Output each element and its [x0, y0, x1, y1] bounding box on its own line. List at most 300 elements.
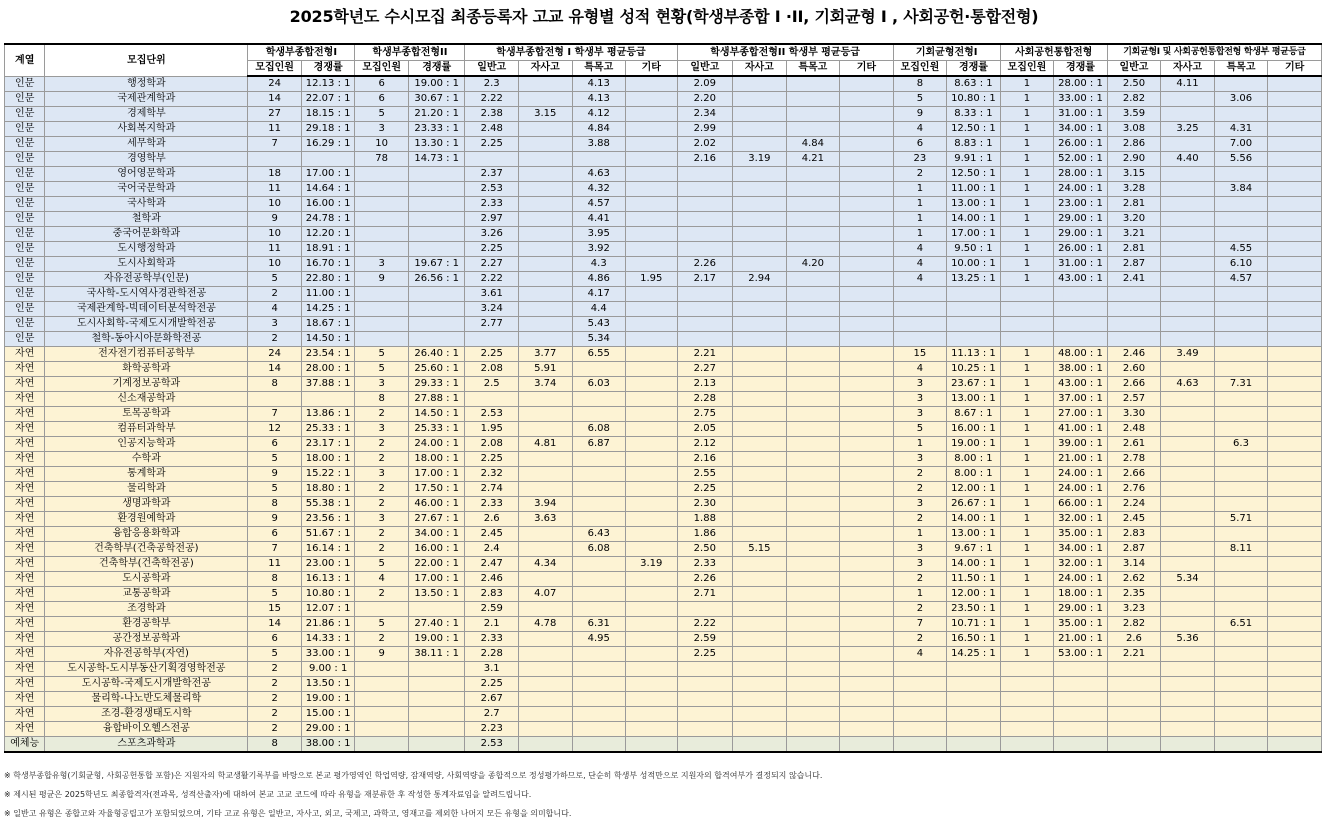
table-cell: 24: [248, 76, 302, 92]
table-row: [5, 242, 1322, 257]
table-cell: 6.08: [572, 422, 626, 437]
table-cell: 2.82: [1107, 92, 1161, 107]
table-cell: [1000, 317, 1054, 332]
table-cell: [1161, 287, 1215, 302]
cell-group: 자연: [5, 707, 45, 722]
cell-group: 자연: [5, 512, 45, 527]
table-cell: [1268, 437, 1322, 452]
table-cell: 2.33: [465, 197, 519, 212]
table-cell: 2: [248, 677, 302, 692]
table-cell: [626, 107, 678, 122]
table-cell: [947, 287, 1001, 302]
table-cell: 2.22: [465, 92, 519, 107]
table-cell: [947, 662, 1001, 677]
table-cell: [947, 317, 1001, 332]
table-cell: 5.34: [572, 332, 626, 347]
table-cell: 3.06: [1214, 92, 1268, 107]
cell-unit: 철학-동아시아문화학전공: [45, 332, 248, 347]
table-cell: 14.50 : 1: [301, 332, 355, 347]
table-cell: [1161, 707, 1215, 722]
table-cell: 15.22 : 1: [301, 467, 355, 482]
table-cell: [1161, 242, 1215, 257]
table-cell: [840, 272, 894, 287]
table-cell: 27.00 : 1: [1054, 407, 1108, 422]
table-cell: 6.03: [572, 377, 626, 392]
table-cell: 5: [893, 92, 947, 107]
table-cell: 1: [1000, 617, 1054, 632]
table-cell: 32.00 : 1: [1054, 557, 1108, 572]
table-cell: 2.45: [1107, 512, 1161, 527]
table-cell: 23.17 : 1: [301, 437, 355, 452]
table-cell: [248, 392, 302, 407]
table-cell: 1: [1000, 362, 1054, 377]
table-row: [5, 122, 1322, 137]
table-cell: [518, 542, 572, 557]
table-cell: [733, 602, 787, 617]
table-cell: 3: [893, 377, 947, 392]
table-cell: 55.38 : 1: [301, 497, 355, 512]
table-cell: [840, 707, 894, 722]
table-cell: 1: [1000, 137, 1054, 152]
table-cell: [572, 512, 626, 527]
table-cell: [1161, 257, 1215, 272]
table-cell: 31.00 : 1: [1054, 107, 1108, 122]
table-cell: 29.00 : 1: [1054, 602, 1108, 617]
table-cell: [840, 527, 894, 542]
table-cell: [465, 152, 519, 167]
cell-unit: 신소재공학과: [45, 392, 248, 407]
table-cell: [1268, 137, 1322, 152]
table-cell: [518, 182, 572, 197]
table-cell: [1268, 92, 1322, 107]
table-cell: 4.40: [1161, 152, 1215, 167]
table-cell: 5.34: [1161, 572, 1215, 587]
cell-unit: 교통공학과: [45, 587, 248, 602]
table-cell: 1: [1000, 182, 1054, 197]
table-cell: 2: [248, 692, 302, 707]
table-cell: [677, 317, 733, 332]
table-cell: 24: [248, 347, 302, 362]
table-cell: [1107, 287, 1161, 302]
table-row: [5, 332, 1322, 347]
table-cell: [786, 662, 840, 677]
table-cell: 3.92: [572, 242, 626, 257]
table-cell: 3: [893, 542, 947, 557]
cell-group: 자연: [5, 542, 45, 557]
table-cell: [408, 677, 465, 692]
table-cell: [1161, 482, 1215, 497]
table-cell: 13.50 : 1: [301, 677, 355, 692]
table-cell: 2: [893, 512, 947, 527]
table-cell: [1054, 287, 1108, 302]
header-subcol: 일반고: [465, 61, 519, 77]
table-cell: [786, 392, 840, 407]
table-cell: [1161, 92, 1215, 107]
table-cell: [786, 182, 840, 197]
table-cell: [626, 92, 678, 107]
table-cell: [1107, 722, 1161, 737]
table-cell: 23.33 : 1: [408, 122, 465, 137]
table-cell: 10: [248, 257, 302, 272]
table-cell: [893, 707, 947, 722]
table-cell: [1214, 212, 1268, 227]
table-cell: 23.67 : 1: [947, 377, 1001, 392]
table-cell: [786, 227, 840, 242]
table-cell: 2.41: [1107, 272, 1161, 287]
table-cell: [786, 632, 840, 647]
cell-unit: 사회복지학과: [45, 122, 248, 137]
table-cell: 13.50 : 1: [408, 587, 465, 602]
table-cell: [301, 152, 355, 167]
header-subcol: 경쟁률: [301, 61, 355, 77]
table-row: [5, 692, 1322, 707]
cell-group: 인문: [5, 287, 45, 302]
table-cell: 16.13 : 1: [301, 572, 355, 587]
table-cell: 4.17: [572, 287, 626, 302]
cell-unit: 국어국문학과: [45, 182, 248, 197]
table-cell: [1107, 317, 1161, 332]
table-cell: [1268, 107, 1322, 122]
table-cell: 2.53: [465, 182, 519, 197]
table-cell: 1: [1000, 632, 1054, 647]
table-cell: [677, 602, 733, 617]
table-cell: [733, 572, 787, 587]
table-cell: 1: [1000, 212, 1054, 227]
table-cell: 23: [893, 152, 947, 167]
table-cell: [355, 287, 409, 302]
table-cell: 31.00 : 1: [1054, 257, 1108, 272]
table-cell: [947, 332, 1001, 347]
table-cell: 12.00 : 1: [947, 482, 1001, 497]
header-subcol: 모집인원: [893, 61, 947, 77]
table-cell: 4.32: [572, 182, 626, 197]
table-cell: [1000, 722, 1054, 737]
table-cell: 2.59: [677, 632, 733, 647]
table-cell: 8.00 : 1: [947, 452, 1001, 467]
table-cell: [677, 332, 733, 347]
table-cell: 14.25 : 1: [947, 647, 1001, 662]
table-cell: [733, 632, 787, 647]
table-cell: [355, 662, 409, 677]
table-cell: 26.00 : 1: [1054, 137, 1108, 152]
cell-unit: 물리학-나노반도체물리학: [45, 692, 248, 707]
table-cell: [1161, 362, 1215, 377]
table-cell: 5: [248, 452, 302, 467]
table-row: [5, 347, 1322, 362]
table-cell: 15.00 : 1: [301, 707, 355, 722]
table-cell: 43.00 : 1: [1054, 272, 1108, 287]
table-cell: [1161, 317, 1215, 332]
table-cell: 24.00 : 1: [1054, 482, 1108, 497]
table-row: [5, 272, 1322, 287]
table-cell: [733, 122, 787, 137]
table-cell: [572, 557, 626, 572]
table-cell: [840, 392, 894, 407]
table-cell: 3.19: [626, 557, 678, 572]
table-cell: 2.05: [677, 422, 733, 437]
table-cell: [786, 737, 840, 753]
table-cell: 1: [893, 227, 947, 242]
table-cell: [1268, 587, 1322, 602]
table-cell: 2.33: [465, 497, 519, 512]
table-cell: [408, 227, 465, 242]
table-cell: [518, 242, 572, 257]
table-cell: 2.99: [677, 122, 733, 137]
table-cell: 3: [355, 512, 409, 527]
table-cell: 13.86 : 1: [301, 407, 355, 422]
table-cell: [733, 347, 787, 362]
table-row: [5, 212, 1322, 227]
table-cell: 8.11: [1214, 542, 1268, 557]
table-cell: [1214, 632, 1268, 647]
table-cell: 2.02: [677, 137, 733, 152]
table-cell: 3.49: [1161, 347, 1215, 362]
table-cell: [1268, 76, 1322, 92]
table-cell: [408, 602, 465, 617]
table-cell: [840, 167, 894, 182]
table-cell: [840, 362, 894, 377]
table-cell: 7: [248, 137, 302, 152]
table-cell: [1214, 332, 1268, 347]
table-cell: [1268, 362, 1322, 377]
table-row: [5, 362, 1322, 377]
table-cell: 11.13 : 1: [947, 347, 1001, 362]
cell-group: 자연: [5, 617, 45, 632]
table-cell: 2.97: [465, 212, 519, 227]
table-cell: [626, 647, 678, 662]
table-cell: 51.67 : 1: [301, 527, 355, 542]
table-cell: 46.00 : 1: [408, 497, 465, 512]
table-cell: 15: [893, 347, 947, 362]
table-cell: [1268, 197, 1322, 212]
table-cell: [626, 362, 678, 377]
table-cell: [355, 227, 409, 242]
table-cell: 29.33 : 1: [408, 377, 465, 392]
cell-group: 자연: [5, 587, 45, 602]
table-cell: 3.94: [518, 497, 572, 512]
table-cell: 17.00 : 1: [408, 467, 465, 482]
cell-group: 인문: [5, 92, 45, 107]
table-cell: 38.00 : 1: [1054, 362, 1108, 377]
table-cell: [1000, 677, 1054, 692]
table-row: [5, 482, 1322, 497]
table-cell: 2.13: [677, 377, 733, 392]
cell-unit: 조경-환경생태도시학: [45, 707, 248, 722]
table-cell: [1268, 212, 1322, 227]
table-cell: 2.94: [733, 272, 787, 287]
table-cell: [1161, 137, 1215, 152]
table-cell: [355, 332, 409, 347]
cell-unit: 철학과: [45, 212, 248, 227]
table-cell: 8: [248, 497, 302, 512]
table-cell: 6: [355, 76, 409, 92]
table-cell: [893, 662, 947, 677]
table-cell: 19.00 : 1: [408, 76, 465, 92]
table-cell: [840, 317, 894, 332]
table-cell: [626, 527, 678, 542]
table-cell: [733, 452, 787, 467]
table-cell: [626, 707, 678, 722]
table-cell: [518, 527, 572, 542]
table-cell: [733, 557, 787, 572]
table-cell: 1: [1000, 422, 1054, 437]
table-cell: 3: [355, 422, 409, 437]
table-cell: 2.25: [465, 452, 519, 467]
table-cell: 5: [248, 587, 302, 602]
table-cell: [1000, 662, 1054, 677]
table-cell: [840, 452, 894, 467]
table-cell: 23.00 : 1: [301, 557, 355, 572]
table-cell: 5.15: [733, 542, 787, 557]
table-cell: 1: [1000, 647, 1054, 662]
table-cell: 5: [893, 422, 947, 437]
table-cell: [626, 587, 678, 602]
table-cell: 1: [1000, 392, 1054, 407]
table-cell: [1214, 737, 1268, 753]
table-cell: [1268, 722, 1322, 737]
header-subcol: 경쟁률: [408, 61, 465, 77]
table-cell: 9.91 : 1: [947, 152, 1001, 167]
table-cell: 34.00 : 1: [408, 527, 465, 542]
table-cell: 1: [1000, 512, 1054, 527]
table-cell: [786, 197, 840, 212]
table-cell: 14.64 : 1: [301, 182, 355, 197]
table-cell: [572, 587, 626, 602]
header-subcol: 기타: [626, 61, 678, 77]
table-cell: 12.50 : 1: [947, 167, 1001, 182]
table-cell: 23.50 : 1: [947, 602, 1001, 617]
table-cell: 2.47: [465, 557, 519, 572]
table-cell: [1161, 662, 1215, 677]
table-cell: 2.35: [1107, 587, 1161, 602]
table-cell: [1214, 572, 1268, 587]
table-cell: [572, 572, 626, 587]
table-cell: 16.70 : 1: [301, 257, 355, 272]
header-subcol: 경쟁률: [947, 61, 1001, 77]
table-row: [5, 602, 1322, 617]
table-cell: [840, 257, 894, 272]
table-cell: [786, 587, 840, 602]
table-cell: [1054, 722, 1108, 737]
table-cell: 26.00 : 1: [1054, 242, 1108, 257]
cell-group: 인문: [5, 212, 45, 227]
table-row: [5, 407, 1322, 422]
table-cell: 2.28: [465, 647, 519, 662]
table-cell: [947, 737, 1001, 753]
table-cell: 27.40 : 1: [408, 617, 465, 632]
table-cell: [733, 467, 787, 482]
table-cell: 3.26: [465, 227, 519, 242]
table-cell: [626, 407, 678, 422]
table-cell: [408, 302, 465, 317]
table-cell: [1214, 347, 1268, 362]
table-cell: 4.57: [1214, 272, 1268, 287]
table-cell: 4.63: [1161, 377, 1215, 392]
table-cell: [626, 227, 678, 242]
table-cell: [786, 707, 840, 722]
table-cell: 4.57: [572, 197, 626, 212]
table-cell: 3.84: [1214, 182, 1268, 197]
cell-unit: 물리학과: [45, 482, 248, 497]
table-cell: [1054, 692, 1108, 707]
table-cell: [626, 677, 678, 692]
table-cell: [840, 332, 894, 347]
table-cell: [626, 122, 678, 137]
table-cell: [840, 212, 894, 227]
table-cell: [893, 677, 947, 692]
table-cell: 11.50 : 1: [947, 572, 1001, 587]
cell-unit: 도시사회학과: [45, 257, 248, 272]
table-cell: 14.33 : 1: [301, 632, 355, 647]
table-cell: [733, 287, 787, 302]
table-cell: [840, 497, 894, 512]
cell-group: 자연: [5, 722, 45, 737]
table-cell: 1: [1000, 257, 1054, 272]
table-cell: 2.83: [465, 587, 519, 602]
table-cell: [1214, 227, 1268, 242]
table-cell: [518, 76, 572, 92]
table-cell: [626, 542, 678, 557]
table-cell: 1: [893, 527, 947, 542]
table-cell: 11.00 : 1: [301, 287, 355, 302]
table-cell: [840, 632, 894, 647]
table-cell: [1000, 707, 1054, 722]
footnote: ※ 제시된 평균은 2025학년도 최종합격자(전과목, 성적산출자)에 대하여 본교 고교 코드에 따라 유형을 재분류한 후 작성한 통계자료임을 알려드립니다.: [4, 790, 532, 799]
table-cell: [1268, 332, 1322, 347]
table-cell: 21.00 : 1: [1054, 632, 1108, 647]
cell-group: 인문: [5, 76, 45, 92]
table-cell: 8: [893, 76, 947, 92]
table-cell: [572, 392, 626, 407]
table-cell: 2.23: [465, 722, 519, 737]
page-title: 2025학년도 수시모집 최종등록자 고교 유형별 성적 현황(학생부종합 I ·II, 기회균형 I , 사회공헌·통합전형): [289, 7, 1039, 26]
table-cell: [947, 677, 1001, 692]
table-cell: 12.50 : 1: [947, 122, 1001, 137]
table-cell: [893, 287, 947, 302]
table-cell: 14: [248, 92, 302, 107]
table-cell: [626, 212, 678, 227]
table-cell: [840, 182, 894, 197]
table-row: [5, 152, 1322, 167]
table-cell: 6: [248, 632, 302, 647]
table-cell: [840, 287, 894, 302]
table-cell: 9: [355, 647, 409, 662]
table-cell: [786, 602, 840, 617]
table-cell: [626, 602, 678, 617]
table-cell: [1268, 467, 1322, 482]
table-cell: 3.63: [518, 512, 572, 527]
table-cell: 4.11: [1161, 76, 1215, 92]
table-cell: 28.00 : 1: [301, 362, 355, 377]
table-cell: 9: [248, 212, 302, 227]
table-cell: [786, 302, 840, 317]
table-cell: [677, 227, 733, 242]
table-cell: [355, 692, 409, 707]
cell-unit: 국사학과: [45, 197, 248, 212]
table-cell: [518, 452, 572, 467]
table-cell: 29.00 : 1: [301, 722, 355, 737]
table-cell: 2.81: [1107, 242, 1161, 257]
table-cell: 24.00 : 1: [1054, 467, 1108, 482]
table-cell: [626, 347, 678, 362]
table-cell: 2.60: [1107, 362, 1161, 377]
table-cell: [1107, 737, 1161, 753]
table-cell: 16.14 : 1: [301, 542, 355, 557]
table-cell: 27.67 : 1: [408, 512, 465, 527]
table-cell: 1: [893, 212, 947, 227]
table-cell: [786, 212, 840, 227]
table-cell: 3: [893, 557, 947, 572]
